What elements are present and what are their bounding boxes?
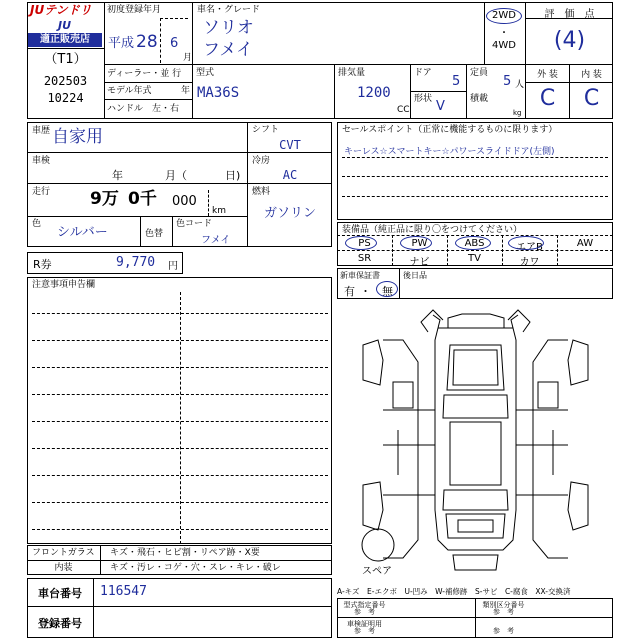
displacement-value: 1200 xyxy=(357,85,391,101)
model-year-unit: 年 xyxy=(181,86,191,96)
interior-value: C xyxy=(583,86,600,111)
handle-label: ハンドル 左・右 xyxy=(107,104,180,114)
cert-label: 車検証明用 xyxy=(347,620,382,628)
warranty-circle xyxy=(376,281,398,297)
load-unit: kg xyxy=(513,109,522,117)
chassis-value: 116547 xyxy=(100,584,147,599)
registration-label: 初度登録年月 xyxy=(107,5,162,15)
interior-row-label: 内装 xyxy=(54,563,73,573)
drive-2wd: 2WD xyxy=(492,10,516,21)
car-name-label: 車名・グレード xyxy=(197,5,261,15)
exterior-value: C xyxy=(539,86,556,111)
mileage-sen: 0千 xyxy=(128,189,157,209)
equip-sr: SR xyxy=(357,253,372,264)
capacity-unit: 人 xyxy=(515,80,525,90)
class-ref: 参 考 xyxy=(493,608,514,616)
recycle-unit: 円 xyxy=(168,261,178,272)
left-date: 202503 xyxy=(43,74,88,88)
registration-month: 6 xyxy=(170,36,179,51)
color-code-label: 色コード xyxy=(176,219,213,229)
equip-ps-circle xyxy=(345,236,377,250)
equip-tv: TV xyxy=(468,253,481,264)
aircon-value: AC xyxy=(282,168,298,182)
windshield-label: フロントガラス xyxy=(32,548,95,558)
drive-dot: ・ xyxy=(499,28,509,39)
logo-brand: JUテンドリ xyxy=(30,3,92,17)
aircon-label: 冷房 xyxy=(252,156,271,166)
color-code: フメイ xyxy=(201,235,231,246)
type-label: 型式指定番号 xyxy=(343,601,386,609)
equip-pw: PW xyxy=(411,238,428,249)
car-name: ソリオ xyxy=(203,18,254,38)
displacement-label: 排気量 xyxy=(338,68,366,78)
sales-point-line1: キーレス☆スマートキー☆パワースライドドア(左側) xyxy=(344,147,555,157)
warranty-label: 新車保証書 xyxy=(340,271,380,280)
inspection-day: 日) xyxy=(225,169,241,182)
mileage-rest: 000 xyxy=(172,194,197,209)
equipment-label: 装備品（純正品に限り〇をつけてください） xyxy=(342,225,523,235)
shape-label: 形状 xyxy=(414,94,433,104)
displacement-unit: CC xyxy=(397,105,410,115)
type-ref: 参 考 xyxy=(354,608,375,616)
left-code: （T1） xyxy=(44,52,87,67)
eval-value: (4) xyxy=(553,28,586,53)
retrofit-label: 後日品 xyxy=(403,271,427,280)
mileage-unit: km xyxy=(212,206,226,216)
warranty-yes: 有 xyxy=(344,285,355,298)
equip-airbag: エアB xyxy=(516,242,543,253)
doors-value: 5 xyxy=(452,74,461,89)
chassis-label: 車台番号 xyxy=(38,587,82,600)
model-year-label: モデル年式 xyxy=(107,86,152,96)
shift-value: CVT xyxy=(279,138,301,152)
color-change: 色替 xyxy=(145,229,164,239)
doors-label: ドア xyxy=(414,68,432,78)
logo-sub: JU xyxy=(58,19,72,32)
mileage-label: 走行 xyxy=(32,187,51,197)
model-value: MA36S xyxy=(197,85,240,101)
equip-abs: ABS xyxy=(464,238,485,249)
windshield-value: キズ・飛石・ヒビ割・リペア跡・X要 xyxy=(110,548,260,558)
recycle-value: 9,770 xyxy=(116,255,156,270)
equip-aw: AW xyxy=(576,238,594,249)
shape-value: V xyxy=(436,99,445,114)
spare-label: スペア xyxy=(362,566,392,577)
inspection-year: 年 xyxy=(112,169,123,182)
mileage-man: 9万 xyxy=(90,189,119,209)
left-number: 10224 xyxy=(47,91,84,105)
logo-dealer: 適正販売店 xyxy=(28,33,102,47)
color-value: シルバー xyxy=(57,225,108,240)
warranty-no: 無 xyxy=(382,285,393,298)
drive-4wd: 4WD xyxy=(492,40,516,51)
use-value: 自家用 xyxy=(52,127,103,147)
load-label: 積載 xyxy=(470,94,489,104)
use-label: 車歴 xyxy=(32,126,51,136)
eval-label: 評 価 点 xyxy=(544,9,595,20)
sales-point-frame xyxy=(337,122,613,220)
registration-month-unit: 月 xyxy=(183,53,193,63)
registration-year: 28 xyxy=(136,32,158,52)
registration-era: 平成 xyxy=(108,36,135,51)
recycle-label: R券 xyxy=(33,258,52,271)
inspection-label: 車検 xyxy=(32,156,51,166)
legend: A-キズ E-エクボ U-凹み W-補修跡 S-サビ C-腐食 XX-交換済 xyxy=(337,587,571,596)
model-label: 型式 xyxy=(196,68,215,78)
exterior-label: 外 装 xyxy=(537,70,558,80)
cert-ref-right: 参 考 xyxy=(493,627,514,635)
equip-airbag-circle xyxy=(508,236,544,250)
shift-label: シフト xyxy=(252,125,280,135)
fuel-value: ガソリン xyxy=(263,206,316,221)
sales-point-label: セールスポイント（正常に機能するものに限ります） xyxy=(342,125,558,135)
warranty-sep: ・ xyxy=(360,285,371,298)
logo xyxy=(28,3,102,47)
interior-label: 内 装 xyxy=(581,70,602,80)
equip-pw-circle xyxy=(400,236,432,250)
interior-row-value: キズ・汚レ・コゲ・穴・スレ・キレ・破レ xyxy=(110,563,281,573)
equip-leather: カワ xyxy=(519,257,540,268)
notes-label: 注意事項申告欄 xyxy=(32,280,96,290)
car-grade: フメイ xyxy=(203,40,253,60)
reg-number-label: 登録番号 xyxy=(38,617,82,630)
equip-navi: ナビ xyxy=(409,257,430,268)
dealer-label: ディーラー・並 行 xyxy=(107,69,182,79)
inspection-month: 月（ xyxy=(165,169,187,182)
equip-ps: PS xyxy=(358,238,371,249)
fuel-label: 燃料 xyxy=(252,187,271,197)
car-diagram xyxy=(338,300,613,580)
class-label: 類別区分番号 xyxy=(482,601,525,609)
capacity-label: 定員 xyxy=(470,68,489,78)
color-label: 色 xyxy=(32,219,42,229)
cert-ref: 参 考 xyxy=(354,627,375,635)
equip-abs-circle xyxy=(455,236,491,250)
capacity-value: 5 xyxy=(503,74,512,89)
